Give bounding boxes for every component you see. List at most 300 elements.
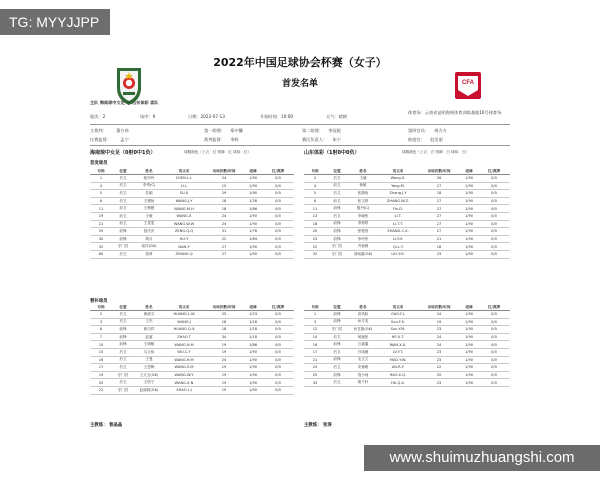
- match-round: 轮次：2: [90, 114, 106, 119]
- player-name: 乌玉伟: [134, 348, 164, 356]
- player-row: [90, 243, 294, 251]
- player-row: [304, 333, 510, 341]
- player-row: [90, 379, 294, 387]
- player-name: 王曼: [134, 356, 164, 364]
- player-number: 6: [304, 197, 326, 205]
- player-position: 前锋: [326, 220, 348, 228]
- player-english-name: Yin.D.: [378, 205, 418, 213]
- player-row: [90, 250, 294, 258]
- player-cards: 0/0: [262, 364, 294, 372]
- player-cards: 0/0: [262, 220, 294, 228]
- player-number: 15: [90, 348, 112, 356]
- player-appearances: 19: [204, 364, 244, 372]
- player-appearances: 23: [418, 348, 460, 356]
- player-name: 王雯雯: [134, 220, 164, 228]
- player-appearances: 23: [418, 356, 460, 364]
- player-goals: 1/86: [244, 205, 262, 213]
- player-english-name: ZHANG.W.Z.: [378, 197, 418, 205]
- player-appearances: 23: [418, 326, 460, 334]
- player-position: 前卫: [112, 220, 134, 228]
- player-number: 13: [304, 212, 326, 220]
- player-goals: 1/90: [244, 371, 262, 379]
- player-number: 14: [304, 333, 326, 341]
- player-english-name: WANG.J: [164, 318, 204, 326]
- player-cards: 0/0: [262, 356, 294, 364]
- player-goals: 1/90: [244, 348, 262, 356]
- player-name: 李秀(C): [134, 182, 164, 190]
- player-name: 黄巧祥: [134, 326, 164, 334]
- player-row: [90, 326, 294, 334]
- player-english-name: ZENG.Q.Q: [164, 228, 204, 236]
- player-cards: 0/0: [478, 326, 510, 334]
- player-goals: 1/90: [244, 386, 262, 394]
- player-appearances: 19: [418, 318, 460, 326]
- player-cards: 0/0: [262, 326, 294, 334]
- player-appearances: 21: [418, 235, 460, 243]
- column-header-appearances: 出场次数/时间: [418, 305, 460, 311]
- official-assistant-1: 第一助理： 郑中馨: [204, 128, 243, 133]
- player-number: 22: [90, 386, 112, 394]
- player-appearances: 24: [204, 175, 244, 183]
- player-appearances: 34: [204, 333, 244, 341]
- player-goals: 1/90: [244, 190, 262, 198]
- player-appearances: 19: [204, 386, 244, 394]
- away-team-name: 山东体彩（1射0中0负）: [304, 150, 360, 156]
- player-appearances: 19: [204, 371, 244, 379]
- player-appearances: 27: [418, 205, 460, 213]
- player-row: [90, 182, 294, 190]
- column-header-name: 姓名: [348, 169, 378, 175]
- official-referee: 主裁判： 董方伟: [90, 128, 129, 133]
- player-position: 后卫: [112, 348, 134, 356]
- player-position: 后卫: [112, 190, 134, 198]
- player-goals: 1/18: [244, 326, 262, 334]
- player-row: [90, 356, 294, 364]
- player-position: 后卫: [326, 364, 348, 372]
- player-name: 杨敏: [348, 182, 378, 190]
- player-english-name: WANG.H.M: [164, 341, 204, 349]
- column-header-number: 号码: [90, 305, 112, 311]
- player-cards: 0/0: [478, 190, 510, 198]
- column-header-english-name: 英文名: [378, 305, 418, 311]
- player-english-name: Sun.Y.M.: [378, 326, 418, 334]
- player-number: 19: [90, 371, 112, 379]
- player-position: 前锋: [112, 326, 134, 334]
- subs-section-title: 替补球员: [90, 299, 108, 304]
- player-appearances: 27: [204, 243, 244, 251]
- player-cards: 0/0: [262, 212, 294, 220]
- player-number: 12: [304, 326, 326, 334]
- player-row: [304, 379, 510, 387]
- player-number: 1: [90, 175, 112, 183]
- player-name: 孙艺艳(GK): [348, 326, 378, 334]
- player-cards: 0/0: [262, 348, 294, 356]
- player-cards: 0/0: [262, 311, 294, 319]
- player-name: 张琦: [134, 250, 164, 258]
- player-number: 21: [90, 220, 112, 228]
- player-name: 万嘉鑫: [348, 341, 378, 349]
- player-number: 6: [90, 197, 112, 205]
- player-appearances: 27: [204, 250, 244, 258]
- player-row: [304, 175, 510, 183]
- player-goals: 1/90: [460, 356, 478, 364]
- player-cards: 0/0: [262, 243, 294, 251]
- player-row: [304, 182, 510, 190]
- player-number: 16: [90, 356, 112, 364]
- player-position: 前锋: [112, 333, 134, 341]
- player-english-name: WANG.S.M: [164, 364, 204, 372]
- player-row: [304, 220, 510, 228]
- column-header-goals: 进球: [460, 169, 478, 175]
- player-row: [304, 311, 510, 319]
- player-name: 王杰: [134, 318, 164, 326]
- player-goals: 1/90: [460, 371, 478, 379]
- player-position: 前锋: [326, 341, 348, 349]
- player-row: [90, 371, 294, 379]
- player-name: 齐琼嫣: [348, 243, 378, 251]
- official-referee-assessor: 裁判监督： 李晖: [204, 137, 239, 142]
- player-position: 前锋: [326, 356, 348, 364]
- column-header-appearances: 出场次数/时间: [204, 169, 244, 175]
- player-name: 王明敏: [134, 341, 164, 349]
- starters-section-title: 首发球员: [90, 161, 108, 166]
- match-venue: 体育场：云南省昆明海埂体育训练基地16号体育场: [408, 110, 502, 115]
- player-cards: 0/0: [262, 333, 294, 341]
- player-number: 8: [90, 326, 112, 334]
- player-goals: 1/18: [244, 333, 262, 341]
- player-name: 孙方英: [348, 318, 378, 326]
- player-number: 2: [90, 311, 112, 319]
- player-position: 守门员: [112, 243, 134, 251]
- match-weather: 天气：晴朗: [326, 114, 347, 119]
- player-english-name: ZHANG.Q: [164, 250, 204, 258]
- player-cards: 0/0: [262, 379, 294, 387]
- column-header-cards: 红/黄牌: [262, 169, 294, 175]
- player-goals: 1/90: [460, 333, 478, 341]
- team-sheet-document: [76, 48, 524, 433]
- player-row: [90, 341, 294, 349]
- player-number: 5: [304, 190, 326, 198]
- player-appearances: 27: [418, 197, 460, 205]
- column-header-name: 姓名: [134, 305, 164, 311]
- player-appearances: 18: [204, 197, 244, 205]
- player-appearances: 18: [418, 190, 460, 198]
- player-row: [304, 326, 510, 334]
- player-english-name: CHEN.L.L: [164, 175, 204, 183]
- player-number: 24: [304, 364, 326, 372]
- player-goals: 1/90: [460, 205, 478, 213]
- player-number: 16: [304, 341, 326, 349]
- player-number: 20: [304, 228, 326, 236]
- column-header-english-name: 英文名: [164, 169, 204, 175]
- player-cards: 0/0: [262, 386, 294, 394]
- player-english-name: ZHAO.L.J: [164, 386, 204, 394]
- player-position: 前锋: [326, 205, 348, 213]
- player-number: 19: [90, 212, 112, 220]
- player-name: 欧玲玲: [134, 175, 164, 183]
- player-name: 胡千轩: [348, 379, 378, 387]
- player-name: 赵睿: [134, 333, 164, 341]
- player-row: [90, 212, 294, 220]
- official-assistant-2: 第二助理： 李冠妮: [302, 128, 341, 133]
- player-position: 前锋: [112, 341, 134, 349]
- divider: [90, 124, 510, 125]
- player-number: 20: [90, 379, 112, 387]
- player-english-name: SU.X: [164, 190, 204, 198]
- player-position: 守门员: [326, 326, 348, 334]
- player-cards: 0/0: [478, 333, 510, 341]
- player-position: 后卫: [112, 318, 134, 326]
- player-cards: 0/0: [478, 356, 510, 364]
- column-header-number: 号码: [304, 169, 326, 175]
- player-cards: 0/0: [478, 228, 510, 236]
- player-name: 王锡怡: [134, 197, 164, 205]
- player-position: 后卫: [112, 182, 134, 190]
- player-english-name: WANG.X: [164, 212, 204, 220]
- home-team-name: 海南琼中女足（0射0中1负）: [90, 150, 156, 156]
- player-row: [304, 250, 510, 258]
- player-number: 32: [90, 243, 112, 251]
- player-goals: 1/90: [460, 364, 478, 372]
- player-english-name: ZHAO.T: [164, 333, 204, 341]
- player-goals: 1/90: [244, 356, 262, 364]
- player-cards: 0/0: [262, 197, 294, 205]
- player-appearances: 23: [418, 250, 460, 258]
- player-row: [90, 333, 294, 341]
- column-header-position: 位置: [326, 169, 348, 175]
- player-goals: 1/90: [244, 364, 262, 372]
- player-english-name: GAO.F.J.: [378, 311, 418, 319]
- player-row: [304, 371, 510, 379]
- player-cards: 0/0: [478, 235, 510, 243]
- player-goals: 1/86: [244, 341, 262, 349]
- column-header-name: 姓名: [134, 169, 164, 175]
- player-goals: 1/76: [244, 228, 262, 236]
- player-row: [304, 318, 510, 326]
- official-venue-manager: 赛区负责人： 朱宁: [302, 137, 341, 142]
- player-number: 4: [90, 182, 112, 190]
- player-english-name: LI.T.: [378, 212, 418, 220]
- player-number: 11: [90, 205, 112, 213]
- player-goals: 1/64: [244, 235, 262, 243]
- player-name: 殷丹(C): [348, 205, 378, 213]
- player-english-name: RAO.X.Q.: [378, 371, 418, 379]
- player-appearances: 20: [418, 371, 460, 379]
- player-position: 前卫: [326, 197, 348, 205]
- official-fourth: 第四官员： 周方方: [408, 128, 447, 133]
- player-position: 前锋: [112, 235, 134, 243]
- player-cards: 0/0: [478, 371, 510, 379]
- player-appearances: 24: [204, 212, 244, 220]
- player-row: [90, 318, 294, 326]
- player-appearances: 18: [204, 318, 244, 326]
- match-teams: 主队 海南琼中女足 — 山东体彩 客队: [90, 100, 159, 105]
- player-row: [90, 235, 294, 243]
- column-header-name: 姓名: [348, 305, 378, 311]
- player-position: 前锋: [326, 318, 348, 326]
- player-name: 王思梅: [134, 364, 164, 372]
- home-head-coach: 主教练： 曾晶晶: [90, 423, 123, 428]
- column-header-goals: 进球: [244, 305, 262, 311]
- player-appearances: 18: [204, 205, 244, 213]
- player-position: 后卫: [112, 250, 134, 258]
- player-position: 后卫: [326, 379, 348, 387]
- match-kickoff: 开始时间：10:00: [260, 114, 294, 119]
- player-goals: 1/90: [460, 220, 478, 228]
- player-english-name: LI.T.T.: [378, 220, 418, 228]
- player-row: [90, 205, 294, 213]
- cfa-logo-text: CFA: [462, 80, 474, 86]
- player-row: [90, 190, 294, 198]
- player-name: 王梅慧: [134, 205, 164, 213]
- player-appearances: 25: [204, 311, 244, 319]
- player-english-name: ZHANG.C.X.: [378, 228, 418, 236]
- player-number: 4: [304, 182, 326, 190]
- player-number: 21: [304, 356, 326, 364]
- player-appearances: 27: [418, 182, 460, 190]
- player-number: 11: [304, 205, 326, 213]
- player-english-name: LV.Y.T.: [378, 348, 418, 356]
- player-appearances: 24: [418, 311, 460, 319]
- player-cards: 0/0: [478, 182, 510, 190]
- column-header-number: 号码: [90, 169, 112, 175]
- player-name: 毛玉文: [348, 356, 378, 364]
- away-kit-colors: 球服颜色（上衣：白 短裤：白 球袜：白）: [402, 150, 469, 154]
- player-appearances: 31: [204, 228, 244, 236]
- player-appearances: 19: [204, 379, 244, 387]
- player-english-name: AN.R.Y.: [378, 364, 418, 372]
- player-row: [304, 243, 510, 251]
- player-goals: 1/90: [460, 341, 478, 349]
- player-name: 张程萱: [348, 228, 378, 236]
- player-goals: 1/90: [460, 182, 478, 190]
- column-header-cards: 红/黄牌: [478, 169, 510, 175]
- player-name: 李晓彤: [348, 212, 378, 220]
- player-appearances: 22: [418, 364, 460, 372]
- player-name: 李婷婷: [348, 220, 378, 228]
- player-appearances: 10: [204, 182, 244, 190]
- official-health-officer: 防疫官： 赵美丽: [408, 137, 443, 142]
- player-row: [90, 197, 294, 205]
- player-goals: 1/90: [460, 190, 478, 198]
- player-english-name: WANG.X.N: [164, 379, 204, 387]
- home-kit-colors: 球服颜色（上衣：红 短裤：红 球袜：红）: [184, 150, 251, 154]
- player-name: 饶小纯: [348, 371, 378, 379]
- player-cards: 0/0: [262, 175, 294, 183]
- home-subs-table: [90, 305, 294, 395]
- player-cards: 0/0: [478, 364, 510, 372]
- player-position: 后卫: [326, 348, 348, 356]
- player-cards: 0/0: [262, 190, 294, 198]
- player-goals: 1/90: [460, 250, 478, 258]
- player-cards: 0/0: [262, 371, 294, 379]
- player-position: 后卫: [326, 175, 348, 183]
- player-cards: 0/0: [478, 318, 510, 326]
- player-number: 10: [90, 341, 112, 349]
- player-english-name: HU.Q.X.: [378, 379, 418, 387]
- player-appearances: 19: [204, 341, 244, 349]
- player-appearances: 27: [418, 220, 460, 228]
- player-name: 吕诺薇: [348, 348, 378, 356]
- player-row: [304, 341, 510, 349]
- player-name: 高凤娇: [348, 311, 378, 319]
- player-english-name: WANG.H.M: [164, 356, 204, 364]
- away-head-coach: 主教练： 张涛: [304, 423, 332, 428]
- player-position: 前锋: [326, 371, 348, 379]
- player-goals: 1/90: [244, 182, 262, 190]
- player-position: 守门员: [112, 386, 134, 394]
- player-english-name: HU.Y: [164, 235, 204, 243]
- player-number: 60: [90, 250, 112, 258]
- player-cards: 0/0: [262, 205, 294, 213]
- player-english-name: WANG.W.W: [164, 220, 204, 228]
- player-goals: 1/90: [460, 243, 478, 251]
- player-number: 18: [304, 220, 326, 228]
- player-english-name: LI.Y.H.: [378, 235, 418, 243]
- player-number: 32: [304, 250, 326, 258]
- player-row: [304, 197, 510, 205]
- player-name: 王文玉(GK): [134, 371, 164, 379]
- player-cards: 0/0: [478, 197, 510, 205]
- player-position: 前锋: [112, 228, 134, 236]
- player-english-name: Sun.F.X.: [378, 318, 418, 326]
- player-english-name: WU.C.Y: [164, 348, 204, 356]
- column-header-position: 位置: [112, 305, 134, 311]
- player-name: 刘雨菡(GK): [348, 250, 378, 258]
- watermark-top-left: TG: MYYJJPP: [0, 9, 110, 35]
- player-goals: 1/90: [460, 175, 478, 183]
- player-english-name: WANG.J.Y: [164, 197, 204, 205]
- player-name: 安蓉雅: [348, 364, 378, 372]
- player-cards: 0/0: [478, 212, 510, 220]
- player-number: 1: [304, 311, 326, 319]
- divider: [90, 145, 510, 146]
- player-number: 5: [90, 190, 112, 198]
- player-goals: 1/90: [244, 175, 262, 183]
- player-appearances: 24: [204, 220, 244, 228]
- player-english-name: WAN.X.X.: [378, 341, 418, 349]
- player-position: 后卫: [112, 379, 134, 387]
- player-row: [304, 364, 510, 372]
- player-english-name: HUANG.Q.X: [164, 326, 204, 334]
- player-cards: 0/0: [262, 235, 294, 243]
- player-position: 后卫: [112, 364, 134, 372]
- player-cards: 0/0: [262, 182, 294, 190]
- player-name: 胡月: [134, 235, 164, 243]
- player-name: 王敏: [134, 212, 164, 220]
- player-name: 赵丽莉(GK): [134, 386, 164, 394]
- player-goals: 1/90: [460, 212, 478, 220]
- player-english-name: LI.L: [164, 182, 204, 190]
- player-name: 王晓: [348, 175, 378, 183]
- player-row: [90, 220, 294, 228]
- player-name: 南洋(GK): [134, 243, 164, 251]
- player-name: 张静怡: [348, 190, 378, 198]
- column-header-cards: 红/黄牌: [262, 305, 294, 311]
- player-cards: 0/0: [478, 220, 510, 228]
- column-header-appearances: 出场次数/时间: [418, 169, 460, 175]
- document-title: 2022年中国足球协会杯赛（女子）: [213, 56, 387, 69]
- player-position: 前锋: [326, 235, 348, 243]
- player-cards: 0/0: [478, 348, 510, 356]
- player-goals: 1/90: [460, 318, 478, 326]
- player-appearances: 19: [204, 348, 244, 356]
- player-number: 3: [304, 318, 326, 326]
- player-cards: 0/0: [262, 318, 294, 326]
- player-row: [304, 212, 510, 220]
- player-number: 25: [304, 371, 326, 379]
- player-english-name: Zhang.J.Y: [378, 190, 418, 198]
